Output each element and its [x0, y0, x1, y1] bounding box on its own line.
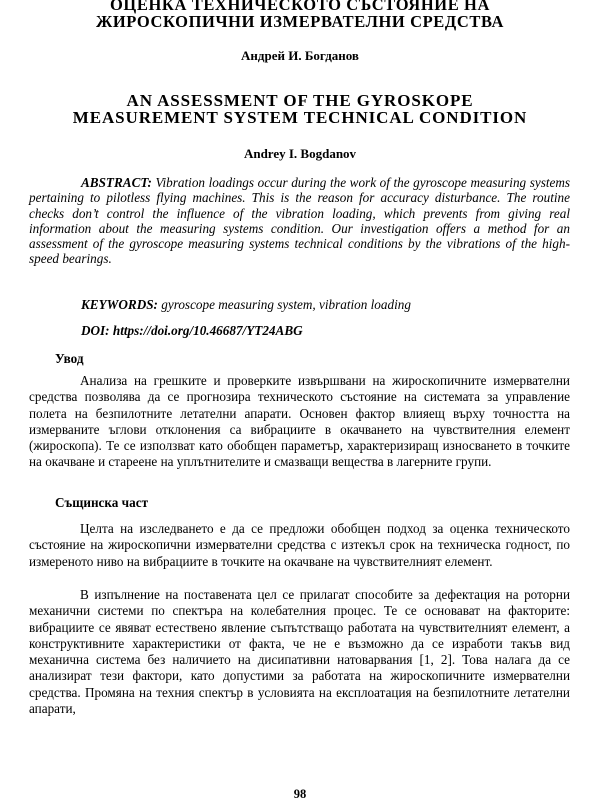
keywords-text: gyroscope measuring system, vibration loading — [161, 297, 411, 312]
main-paragraph-2 — [29, 587, 570, 717]
main-text-1: Целта на изследването е да се предложи обобщен подход за оценка техническото състояние на жироскопични измервателни средства с изтекъл срок на техническа годност, по измереното ниво на вибрациите в точките на окачване на чувствителният елемент. — [29, 521, 570, 569]
title-english-line-1: AN ASSESSMENT OF THE GYROSKOPE — [126, 91, 474, 110]
main-text-2: В изпълнение на поставената цел се прилагат способите за дефектация на роторни механични системи по спектъра на колебателния процес. Те се основават на факторите: вибрациите се явяват естествено явление съпътстващо работата на чувствителният елемент, а конструктивните характеристики от факта, че не е възможно да се изработи такъв вид механична система без наличието на дисипативни натоварвания [1, 2]. Това налага да се анализират тези фактори, като допустими за работата на жироскопичните измервателни средства. Промяна на техния спектър в условията на експлоатация на безпилотните летателни апарати, — [29, 587, 570, 717]
introduction-text: Анализа на грешките и проверките извършвани на жироскопичните измервателни средства позволява да се прогнозира техническото състояние на системата за управление полета на безпилотните летателни апарати. Основен фактор влияещ върху точността на измерваните ъглови отклонения са вибрациите в окачването на чувствителния елемент (жироскопа). Те се използват като обобщен параметър, характеризиращ износването в точките на окачване и стареене на уплътнителите и смазващи вещества в лагерните групи. — [29, 373, 570, 470]
section-heading-introduction: Увод — [55, 351, 84, 366]
page-number: 98 — [293, 787, 307, 801]
author-english: Andrey I. Bogdanov — [243, 146, 357, 161]
abstract — [29, 175, 570, 267]
title-bulgarian-line-1: ОЦЕНКА ТЕХНИЧЕСКОТО СЪСТОЯНИЕ НА — [110, 0, 490, 14]
keywords-label: KEYWORDS: — [81, 297, 158, 312]
section-heading-main: Същинска част — [55, 495, 149, 510]
keywords — [81, 297, 581, 313]
introduction-paragraph — [29, 373, 570, 471]
abstract-label: ABSTRACT: — [81, 175, 152, 190]
doi-link[interactable]: DOI: https://doi.org/10.46687/YT24ABG — [81, 323, 303, 338]
title-bulgarian-line-2: ЖИРОСКОПИЧНИ ИЗМЕРВАТЕЛНИ СРЕДСТВА — [95, 12, 505, 31]
title-english-line-2: MEASUREMENT SYSTEM TECHNICAL CONDITION — [72, 108, 528, 127]
abstract-text: Vibration loadings occur during the work of the gyroscope measuring systems pertaining to pilotless flying machines. This is the reason for accuracy disturbance. The routine checks don’t control the influence of the vibration loading, which prevents from giving real information about the measuring systems condition. Our investigation offers a method for an assessment of the gyroscope measuring systems technical conditions by the vibrations of the high-speed bearings. — [29, 175, 571, 267]
main-paragraph-1 — [29, 521, 570, 570]
author-bulgarian: Андрей И. Богданов — [241, 48, 359, 63]
